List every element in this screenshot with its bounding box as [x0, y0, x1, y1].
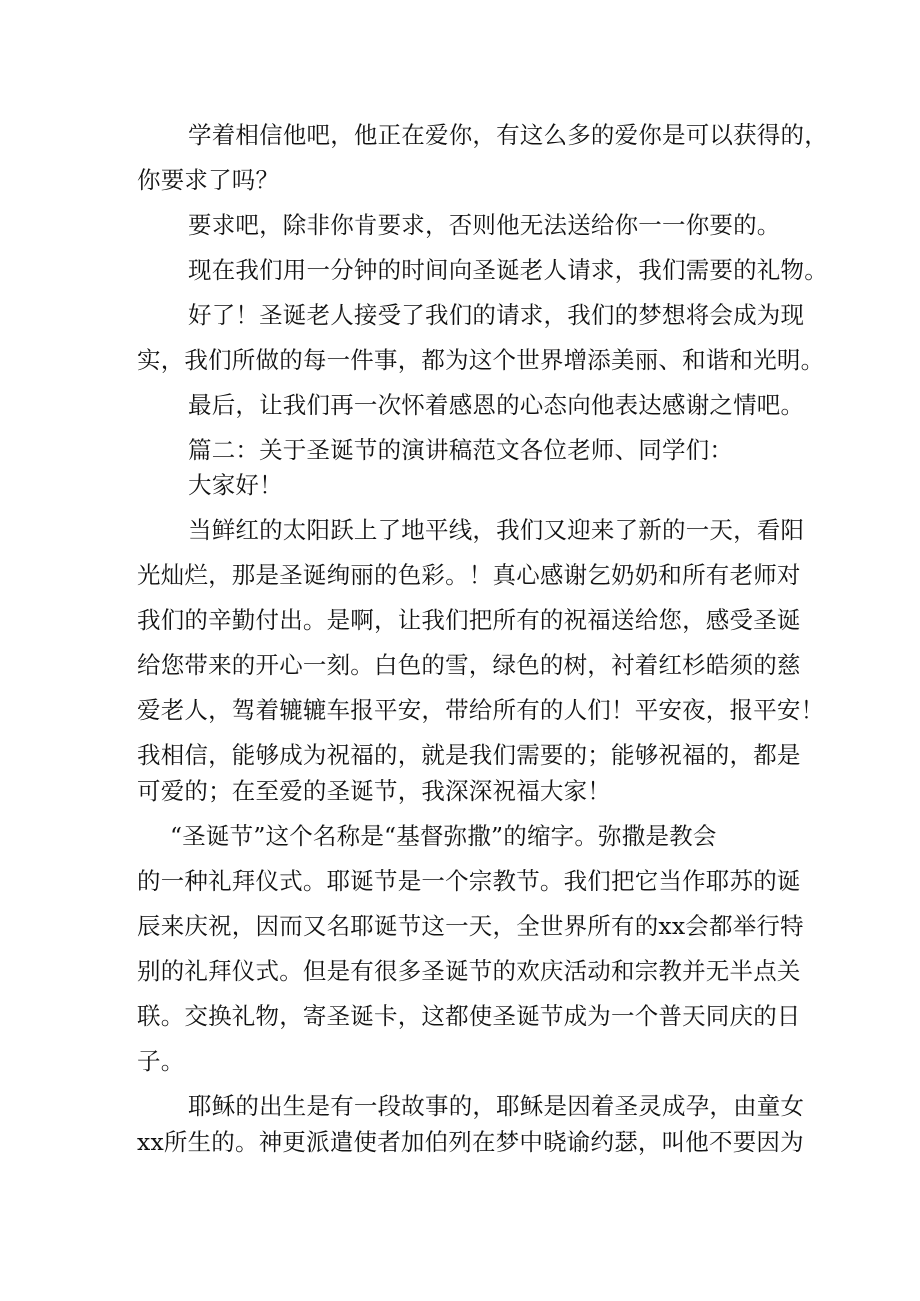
- text-line: 别的礼拜仪式。但是有很多圣诞节的欢庆活动和宗教并无半点关: [137, 957, 801, 985]
- text-line: 实，我们所做的每一件事，都为这个世界增添美丽、和谐和光明。: [137, 346, 825, 374]
- text-line: xx所生的。神更派遣使者加伯列在梦中晓谕约瑟，叫他不要因为: [137, 1128, 804, 1156]
- text-line: 给您带来的开心一刻。白色的雪，绿色的树，衬着红杉皓须的慈: [137, 651, 801, 679]
- text-line: 要求吧，除非你肯要求，否则他无法送给你一一你要的。: [188, 211, 781, 239]
- text-line: 你要求了吗？: [137, 166, 280, 194]
- text-line: 爱老人，驾着辘辘车报平安，带给所有的人们！平安夜，报平安！: [137, 696, 825, 724]
- text-line: 辰来庆祝，因而又名耶诞节这一天，全世界所有的xx会都举行特: [137, 912, 804, 940]
- text-line: 耶稣的出生是有一段故事的，耶稣是因着圣灵成孕，由童女: [188, 1092, 805, 1120]
- text-line: 当鲜红的太阳跃上了地平线，我们又迎来了新的一天，看阳: [188, 516, 805, 544]
- text-line: 我相信，能够成为祝福的，就是我们需要的；能够祝福的，都是: [137, 741, 801, 769]
- text-line: 子。: [137, 1047, 185, 1075]
- text-line: 的一种礼拜仪式。耶诞节是一个宗教节。我们把它当作耶苏的诞: [137, 867, 801, 895]
- text-line: 联。交换礼物，寄圣诞卡，这都使圣诞节成为一个普天同庆的日: [137, 1002, 801, 1030]
- text-line: “圣诞节”这个名称是“基督弥撒”的缩字。弥撒是教会: [170, 822, 717, 850]
- text-line: 光灿烂，那是圣诞绚丽的色彩。！真心感谢乞奶奶和所有老师对: [137, 561, 801, 589]
- text-line: 最后，让我们再一次怀着感恩的心态向他表达感谢之情吧。: [188, 391, 805, 419]
- text-line: 现在我们用一分钟的时间向圣诞老人请求，我们需要的礼物。: [188, 256, 828, 284]
- text-line: 学着相信他吧，他正在爱你，有这么多的爱你是可以获得的，: [188, 121, 828, 149]
- greeting: 大家好！: [188, 471, 283, 499]
- section-heading: 篇二：关于圣诞节的演讲稿范文各位老师、同学们：: [188, 436, 734, 464]
- text-line: 可爱的；在至爱的圣诞节，我深深祝福大家！: [137, 777, 611, 805]
- text-line: 好了！圣诞老人接受了我们的请求，我们的梦想将会成为现: [188, 301, 805, 329]
- text-line: 我们的辛勤付出。是啊，让我们把所有的祝福送给您，感受圣诞: [137, 606, 801, 634]
